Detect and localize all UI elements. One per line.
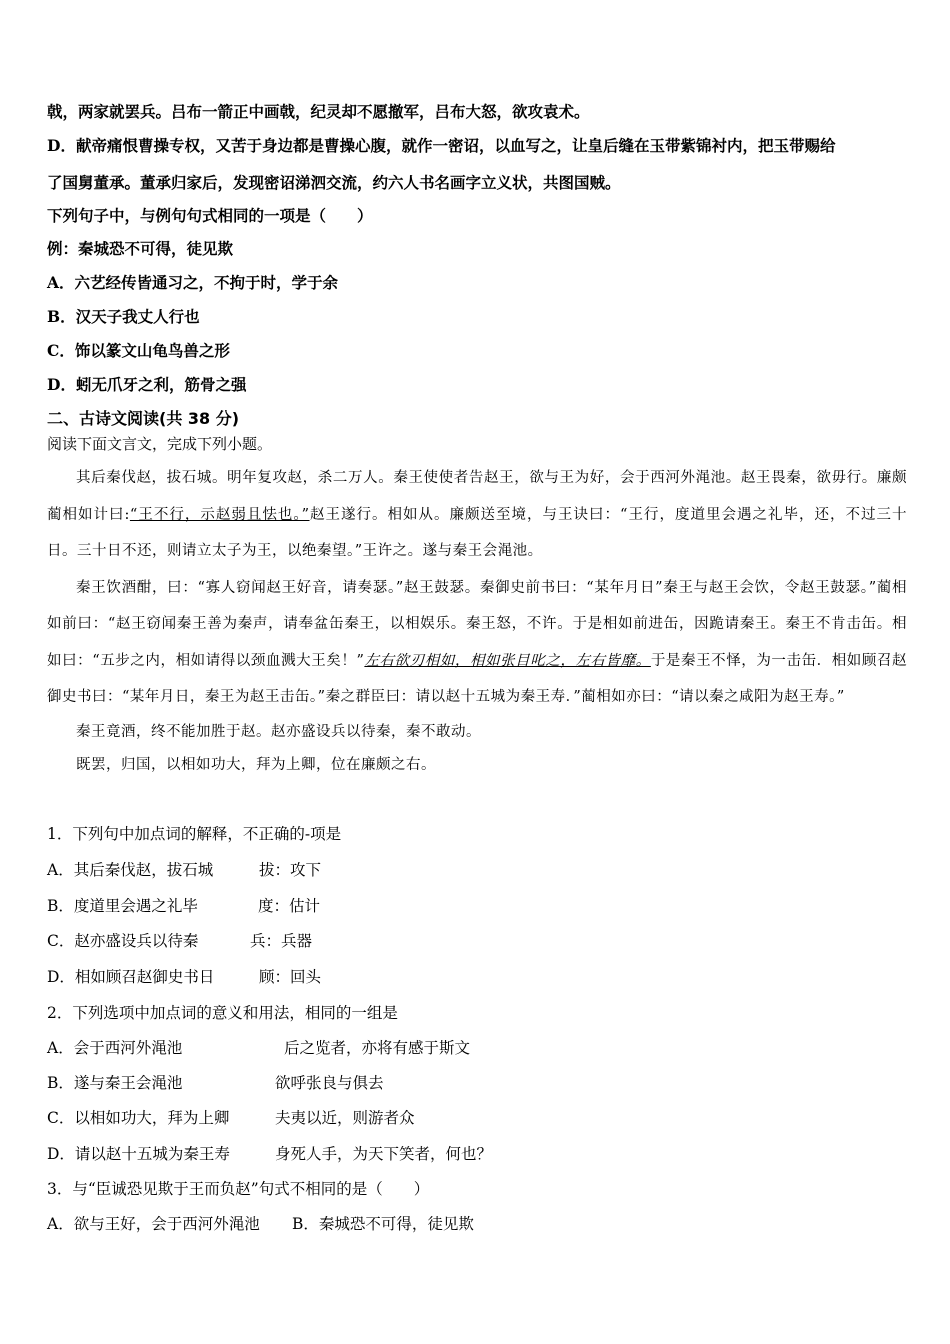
option-gloss: 度：估计 <box>258 897 321 915</box>
passage-text: 赵王遂行。相如从。廉颇送至境，与王诀曰：“王行，度道里会遇之礼毕，还，不过三十日。三十日不还，则请立太子为王，以绝秦望。”王许之。遂与秦王会渑池。 <box>47 506 908 559</box>
option-gloss: 兵：兵器 <box>250 932 313 950</box>
option-b: B．汉天子我丈人行也 <box>47 307 200 326</box>
option-text: C．赵亦盛设兵以待秦 <box>47 932 199 950</box>
option-compare: 身死人手，为天下笑者，何也？ <box>275 1145 493 1163</box>
question-stem: 下列句子中，与例句句式相同的一项是（ ） <box>47 206 373 225</box>
option-d: D．献帝痛恨曹操专权，又苦于身边都是曹操心腹，就作一密诏，以血写之，让皇后缝在玉带紫锦衬内，把玉带赐给 <box>47 136 836 155</box>
passage-paragraph-2 <box>47 570 907 716</box>
q3-options <box>47 1214 907 1234</box>
option-text: C．以相如功大，拜为上卿 <box>47 1109 230 1127</box>
passage-paragraph-3: 秦王竟酒，终不能加胜于赵。赵亦盛设兵以待秦，秦不敢动。 <box>76 723 481 740</box>
option-d: D．蚓无爪牙之利，筋骨之强 <box>47 375 247 394</box>
underlined-sentence: 左右欲刃相如，相如张目叱之，左右皆靡。 <box>364 652 651 669</box>
example-sentence: 例：秦城恐不可得，徒见欺 <box>47 239 234 258</box>
q1-option-d <box>47 967 907 987</box>
passage-paragraph-4: 既罢，归国，以相如功大，拜为上卿，位在廉颇之右。 <box>76 756 436 773</box>
question-1-stem: 1．下列句中加点词的解释，不正确的-项是 <box>47 825 342 843</box>
question-3-stem: 3．与“臣诚恐见欺于王而负赵”句式不相同的是（ ） <box>47 1180 430 1198</box>
option-gloss: 顾：回头 <box>259 968 322 986</box>
option-compare: 夫夷以近，则游者众 <box>275 1109 415 1127</box>
option-text: B．遂与秦王会渑池 <box>47 1074 183 1092</box>
option-gloss: 拔：攻下 <box>259 861 322 879</box>
section-instruction: 阅读下面文言文，完成下列小题。 <box>47 435 273 453</box>
section-title: 二、古诗文阅读(共 38 分) <box>47 409 240 428</box>
classical-passage <box>47 460 907 782</box>
option-text: A．其后秦伐赵，拔石城 <box>47 861 214 879</box>
underlined-sentence: “王不行，示赵弱且怯也。” <box>129 506 310 523</box>
q2-option-a <box>47 1038 907 1058</box>
text-line: 了国舅董承。董承归家后，发现密诏涕泗交流，约六人书名画字立义状，共图国贼。 <box>47 173 621 192</box>
option-text: D．相如顾召赵御史书日 <box>47 968 215 986</box>
passage-text: 于是秦王不怿，为一击缶．相如顾召赵御史书曰：“某年月日，秦王为赵王击缶。”秦之群臣曰：请以赵十五城为秦王寿．”蔺相如亦曰：“请以秦之咸阳为赵王寿。” <box>47 652 908 705</box>
option-text: A．会于西河外渑池 <box>47 1039 183 1057</box>
passage-text: 其后秦伐赵，拔石城。明年复攻赵，杀二万人。秦王使使者告赵王，欲与王为好，会于西河外渑池。赵王畏秦，欲毋行。廉颇蔺相如计曰: <box>47 470 907 523</box>
q1-option-b <box>47 896 907 916</box>
q2-option-d <box>47 1144 907 1164</box>
q3-option-b: B．秦城恐不可得，徒见欺 <box>292 1215 474 1233</box>
passage-text: 秦王饮酒酣，曰：“寡人窃闻赵王好音，请奏瑟。”赵王鼓瑟。秦御史前书曰：“某年月日”秦王与赵王会饮，令赵王鼓瑟。”蔺相如前曰：“赵王窃闻秦王善为秦声，请奉盆缶秦王，以相娱乐。秦王怒，不许。于是相如前进缶，因跪请秦王。秦王不肯击缶。相如曰：“五步之内，相如请得以颈血溅大王矣！” <box>47 579 907 669</box>
text-line: 戟，两家就罢兵。吕布一箭正中画戟，纪灵却不愿撤军，吕布大怒，欲攻袁术。 <box>47 102 590 121</box>
q1-option-c <box>47 931 907 951</box>
q1-option-a <box>47 860 907 880</box>
q3-option-a: A．欲与王好，会于西河外渑池 <box>47 1215 260 1233</box>
option-c: C．饰以篆文山龟鸟兽之形 <box>47 341 230 360</box>
option-compare: 后之览者，亦将有感于斯文 <box>284 1039 471 1057</box>
option-text: B．度道里会遇之礼毕 <box>47 897 198 915</box>
option-a: A．六艺经传皆通习之，不拘于时，学于余 <box>47 273 339 292</box>
option-text: D．请以赵十五城为秦王寿 <box>47 1145 230 1163</box>
q2-option-c <box>47 1108 907 1128</box>
q2-option-b <box>47 1073 907 1093</box>
passage-paragraph-1 <box>47 460 907 570</box>
question-2-stem: 2．下列选项中加点词的意义和用法，相同的一组是 <box>47 1004 398 1022</box>
option-compare: 欲呼张良与俱去 <box>275 1074 384 1092</box>
